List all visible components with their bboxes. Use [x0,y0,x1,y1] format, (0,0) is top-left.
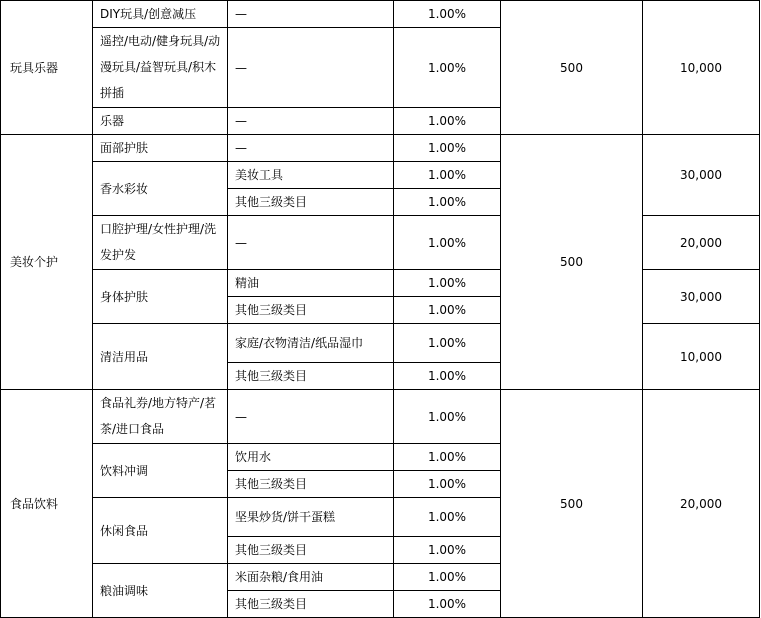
category-l3: — [228,135,394,162]
fee-rate: 1.00% [394,297,501,324]
fee-rate: 1.00% [394,216,501,270]
table-row [1,390,760,444]
category-l1-beauty: 美妆个护 [1,135,93,390]
fee-rate: 1.00% [394,564,501,591]
category-l3: — [228,28,394,108]
category-l3: — [228,390,394,444]
fee-rate: 1.00% [394,162,501,189]
category-l2: 面部护肤 [93,135,228,162]
fee-rate: 1.00% [394,189,501,216]
category-l2: 口腔护理/女性护理/洗发护发 [93,216,228,270]
table-row [1,1,760,28]
category-l2-grain: 粮油调味 [93,564,228,618]
table-row [1,324,760,363]
category-l3: — [228,216,394,270]
fee-rate: 1.00% [394,1,501,28]
table-row [1,216,760,270]
category-l2: 乐器 [93,108,228,135]
category-l3: — [228,1,394,28]
deposit-food: 500 [501,390,643,618]
cap-food: 20,000 [643,390,760,618]
category-l2-fragrance: 香水彩妆 [93,162,228,216]
category-l3: 家庭/衣物清洁/纸品湿巾 [228,324,394,363]
category-l3: 坚果炒货/饼干蛋糕 [228,498,394,537]
fee-rate: 1.00% [394,471,501,498]
category-l2: DIY玩具/创意减压 [93,1,228,28]
category-l1-toys: 玩具乐器 [1,1,93,135]
category-l3: 美妆工具 [228,162,394,189]
table-row [1,135,760,162]
fee-rate: 1.00% [394,28,501,108]
category-l3: 其他三级类目 [228,537,394,564]
category-l3: — [228,108,394,135]
fee-rate: 1.00% [394,108,501,135]
category-l3: 饮用水 [228,444,394,471]
fee-rate: 1.00% [394,498,501,537]
category-l2: 遥控/电动/健身玩具/动漫玩具/益智玩具/积木拼插 [93,28,228,108]
cap-oral: 20,000 [643,216,760,270]
fee-rate: 1.00% [394,363,501,390]
category-l3: 米面杂粮/食用油 [228,564,394,591]
fee-rate: 1.00% [394,591,501,618]
category-l3: 其他三级类目 [228,363,394,390]
category-l1-food: 食品饮料 [1,390,93,618]
category-l2-snacks: 休闲食品 [93,498,228,564]
category-l2-drinks: 饮料冲调 [93,444,228,498]
fee-rate: 1.00% [394,390,501,444]
fee-rate: 1.00% [394,444,501,471]
category-l2-body: 身体护肤 [93,270,228,324]
category-l2: 食品礼券/地方特产/茗茶/进口食品 [93,390,228,444]
deposit-toys: 500 [501,1,643,135]
cap-cleaning: 10,000 [643,324,760,390]
cap-toys: 10,000 [643,1,760,135]
cap-fragrance: 30,000 [643,135,760,216]
fee-rate: 1.00% [394,537,501,564]
category-l3: 其他三级类目 [228,471,394,498]
category-l3: 精油 [228,270,394,297]
category-l2-cleaning: 清洁用品 [93,324,228,390]
fee-rate: 1.00% [394,270,501,297]
table-row [1,270,760,297]
category-l3: 其他三级类目 [228,591,394,618]
fee-rate: 1.00% [394,324,501,363]
fee-rate: 1.00% [394,135,501,162]
cap-body: 30,000 [643,270,760,324]
category-l3: 其他三级类目 [228,297,394,324]
category-l3: 其他三级类目 [228,189,394,216]
deposit-beauty: 500 [501,135,643,390]
